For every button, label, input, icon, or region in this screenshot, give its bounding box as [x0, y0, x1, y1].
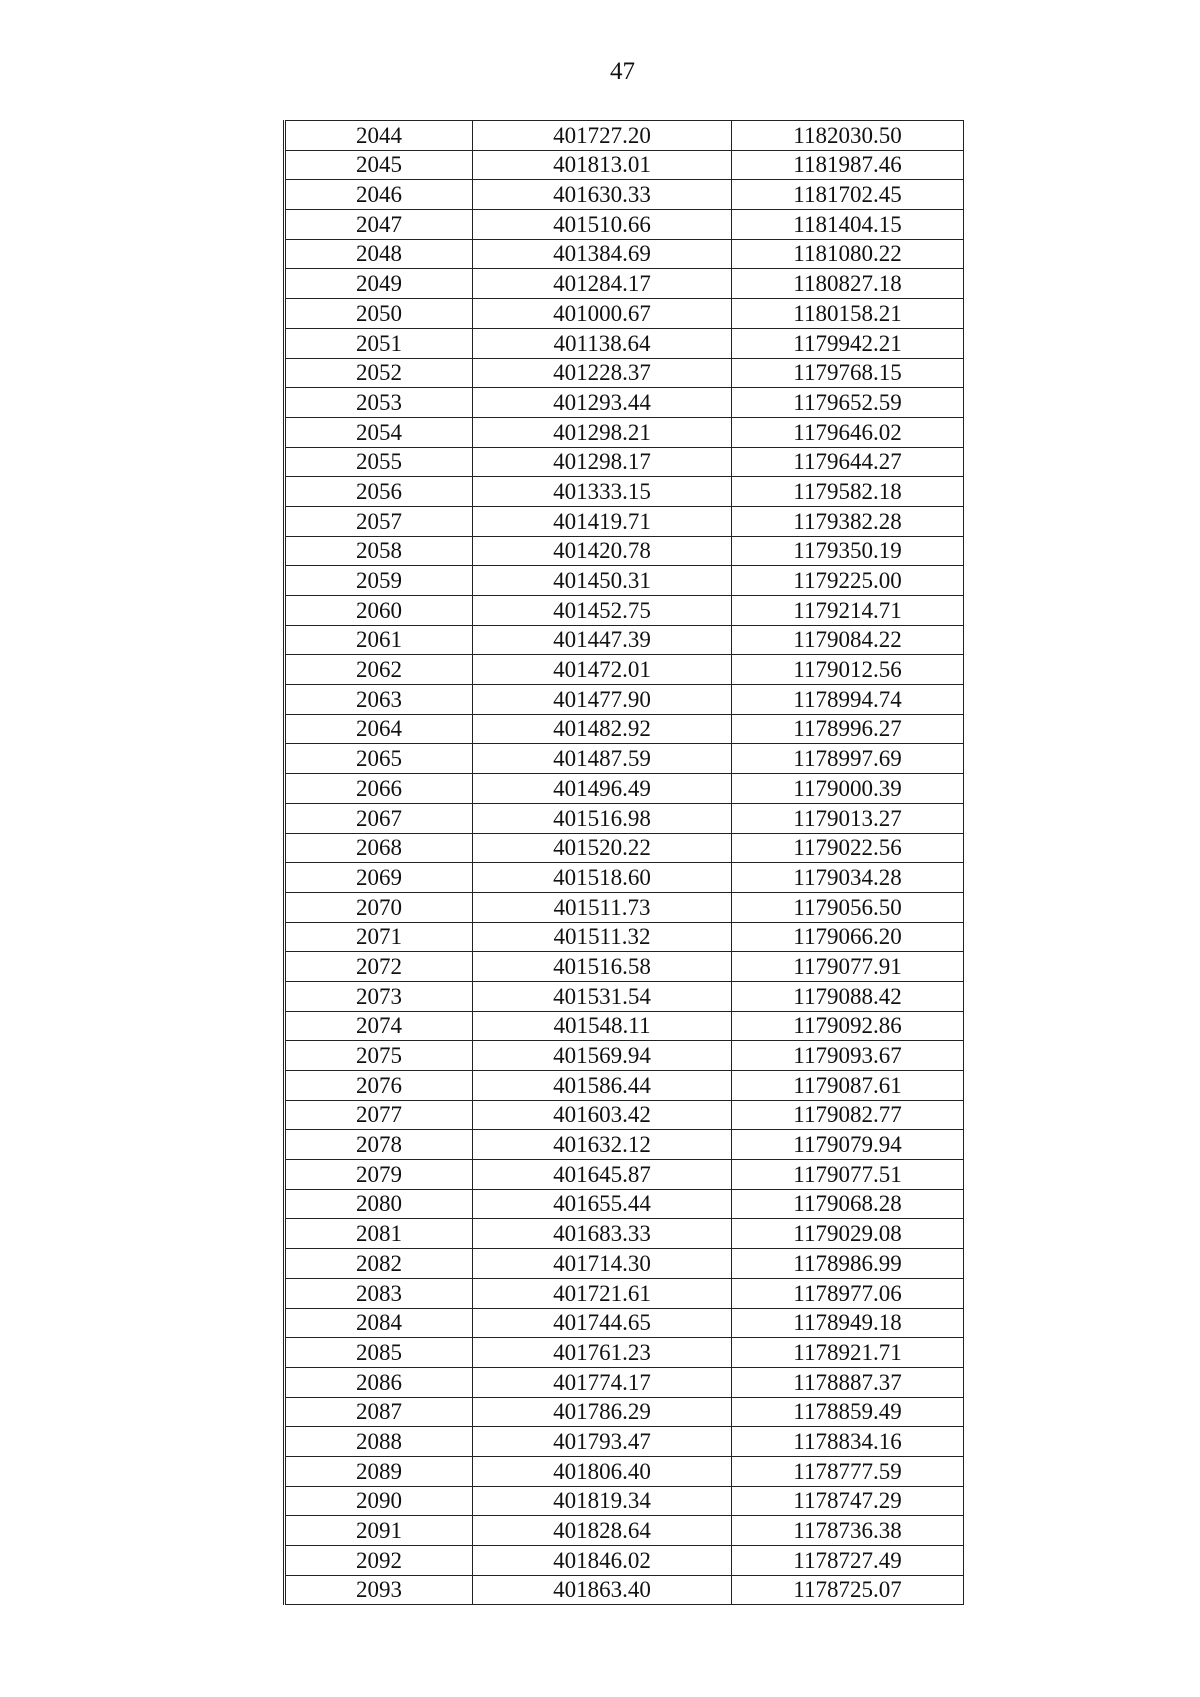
x-coordinate-cell: 401293.44 [473, 388, 732, 418]
x-coordinate-cell: 401477.90 [473, 685, 732, 715]
y-coordinate-cell: 1178977.06 [732, 1278, 964, 1308]
point-number-cell: 2066 [285, 774, 473, 804]
point-number-cell: 2090 [285, 1486, 473, 1516]
table-row [285, 744, 964, 774]
point-number-cell: 2075 [285, 1041, 473, 1071]
point-number-cell: 2069 [285, 863, 473, 893]
point-number-cell: 2054 [285, 417, 473, 447]
table-row [285, 299, 964, 329]
y-coordinate-cell: 1180827.18 [732, 269, 964, 299]
x-coordinate-cell: 401333.15 [473, 477, 732, 507]
table-row [285, 625, 964, 655]
x-coordinate-cell: 401420.78 [473, 536, 732, 566]
y-coordinate-cell: 1178986.99 [732, 1249, 964, 1279]
table-row [285, 1130, 964, 1160]
x-coordinate-cell: 401863.40 [473, 1575, 732, 1605]
y-coordinate-cell: 1179382.28 [732, 506, 964, 536]
x-coordinate-cell: 401518.60 [473, 863, 732, 893]
y-coordinate-cell: 1178747.29 [732, 1486, 964, 1516]
y-coordinate-cell: 1181702.45 [732, 180, 964, 210]
table-row [285, 863, 964, 893]
point-number-cell: 2055 [285, 447, 473, 477]
point-number-cell: 2068 [285, 833, 473, 863]
table-row [285, 952, 964, 982]
table-row [285, 1011, 964, 1041]
x-coordinate-cell: 401516.58 [473, 952, 732, 982]
y-coordinate-cell: 1179214.71 [732, 596, 964, 626]
y-coordinate-cell: 1178994.74 [732, 685, 964, 715]
point-number-cell: 2048 [285, 239, 473, 269]
table-row [285, 1100, 964, 1130]
point-number-cell: 2044 [285, 121, 473, 151]
x-coordinate-cell: 401452.75 [473, 596, 732, 626]
x-coordinate-cell: 401531.54 [473, 981, 732, 1011]
x-coordinate-cell: 401761.23 [473, 1338, 732, 1368]
x-coordinate-cell: 401846.02 [473, 1546, 732, 1576]
point-number-cell: 2080 [285, 1189, 473, 1219]
table-row [285, 239, 964, 269]
table-row [285, 358, 964, 388]
y-coordinate-cell: 1179652.59 [732, 388, 964, 418]
x-coordinate-cell: 401510.66 [473, 210, 732, 240]
x-coordinate-cell: 401786.29 [473, 1397, 732, 1427]
point-number-cell: 2078 [285, 1130, 473, 1160]
x-coordinate-cell: 401569.94 [473, 1041, 732, 1071]
table-row [285, 150, 964, 180]
y-coordinate-cell: 1179942.21 [732, 328, 964, 358]
x-coordinate-cell: 401603.42 [473, 1100, 732, 1130]
x-coordinate-cell: 401482.92 [473, 714, 732, 744]
point-number-cell: 2085 [285, 1338, 473, 1368]
point-number-cell: 2059 [285, 566, 473, 596]
x-coordinate-cell: 401447.39 [473, 625, 732, 655]
x-coordinate-cell: 401298.21 [473, 417, 732, 447]
y-coordinate-cell: 1179646.02 [732, 417, 964, 447]
table-row [285, 1486, 964, 1516]
x-coordinate-cell: 401472.01 [473, 655, 732, 685]
y-coordinate-cell: 1178921.71 [732, 1338, 964, 1368]
y-coordinate-cell: 1179077.91 [732, 952, 964, 982]
y-coordinate-cell: 1178949.18 [732, 1308, 964, 1338]
y-coordinate-cell: 1179768.15 [732, 358, 964, 388]
table-row [285, 596, 964, 626]
x-coordinate-cell: 401819.34 [473, 1486, 732, 1516]
y-coordinate-cell: 1179082.77 [732, 1100, 964, 1130]
table-row [285, 388, 964, 418]
point-number-cell: 2056 [285, 477, 473, 507]
x-coordinate-cell: 401450.31 [473, 566, 732, 596]
x-coordinate-cell: 401384.69 [473, 239, 732, 269]
point-number-cell: 2093 [285, 1575, 473, 1605]
point-number-cell: 2083 [285, 1278, 473, 1308]
y-coordinate-cell: 1179087.61 [732, 1071, 964, 1101]
y-coordinate-cell: 1180158.21 [732, 299, 964, 329]
x-coordinate-cell: 401828.64 [473, 1516, 732, 1546]
point-number-cell: 2070 [285, 892, 473, 922]
x-coordinate-cell: 401138.64 [473, 328, 732, 358]
x-coordinate-cell: 401727.20 [473, 121, 732, 151]
y-coordinate-cell: 1179068.28 [732, 1189, 964, 1219]
point-number-cell: 2074 [285, 1011, 473, 1041]
table-row [285, 1338, 964, 1368]
point-number-cell: 2062 [285, 655, 473, 685]
y-coordinate-cell: 1178834.16 [732, 1427, 964, 1457]
point-number-cell: 2084 [285, 1308, 473, 1338]
point-number-cell: 2061 [285, 625, 473, 655]
point-number-cell: 2047 [285, 210, 473, 240]
table-row [285, 1278, 964, 1308]
point-number-cell: 2073 [285, 981, 473, 1011]
point-number-cell: 2076 [285, 1071, 473, 1101]
point-number-cell: 2064 [285, 714, 473, 744]
table-row [285, 1308, 964, 1338]
y-coordinate-cell: 1179056.50 [732, 892, 964, 922]
point-number-cell: 2081 [285, 1219, 473, 1249]
table-row [285, 1427, 964, 1457]
coordinates-table [283, 120, 964, 1605]
y-coordinate-cell: 1179093.67 [732, 1041, 964, 1071]
y-coordinate-cell: 1179034.28 [732, 863, 964, 893]
y-coordinate-cell: 1179225.00 [732, 566, 964, 596]
x-coordinate-cell: 401419.71 [473, 506, 732, 536]
x-coordinate-cell: 401813.01 [473, 150, 732, 180]
x-coordinate-cell: 401284.17 [473, 269, 732, 299]
x-coordinate-cell: 401632.12 [473, 1130, 732, 1160]
table-row [285, 1071, 964, 1101]
y-coordinate-cell: 1179077.51 [732, 1160, 964, 1190]
table-row [285, 774, 964, 804]
point-number-cell: 2045 [285, 150, 473, 180]
y-coordinate-cell: 1178859.49 [732, 1397, 964, 1427]
table-row [285, 1219, 964, 1249]
y-coordinate-cell: 1178997.69 [732, 744, 964, 774]
x-coordinate-cell: 401516.98 [473, 803, 732, 833]
y-coordinate-cell: 1178887.37 [732, 1367, 964, 1397]
point-number-cell: 2071 [285, 922, 473, 952]
x-coordinate-cell: 401511.73 [473, 892, 732, 922]
y-coordinate-cell: 1179013.27 [732, 803, 964, 833]
point-number-cell: 2082 [285, 1249, 473, 1279]
y-coordinate-cell: 1179084.22 [732, 625, 964, 655]
y-coordinate-cell: 1178777.59 [732, 1456, 964, 1486]
x-coordinate-cell: 401496.49 [473, 774, 732, 804]
x-coordinate-cell: 401793.47 [473, 1427, 732, 1457]
table-row [285, 892, 964, 922]
y-coordinate-cell: 1179092.86 [732, 1011, 964, 1041]
point-number-cell: 2050 [285, 299, 473, 329]
y-coordinate-cell: 1179066.20 [732, 922, 964, 952]
point-number-cell: 2060 [285, 596, 473, 626]
table-row [285, 1456, 964, 1486]
point-number-cell: 2063 [285, 685, 473, 715]
point-number-cell: 2086 [285, 1367, 473, 1397]
y-coordinate-cell: 1179350.19 [732, 536, 964, 566]
x-coordinate-cell: 401000.67 [473, 299, 732, 329]
point-number-cell: 2092 [285, 1546, 473, 1576]
y-coordinate-cell: 1178725.07 [732, 1575, 964, 1605]
x-coordinate-cell: 401548.11 [473, 1011, 732, 1041]
point-number-cell: 2065 [285, 744, 473, 774]
page-number: 47 [610, 58, 635, 85]
table-row [285, 210, 964, 240]
x-coordinate-cell: 401630.33 [473, 180, 732, 210]
point-number-cell: 2079 [285, 1160, 473, 1190]
point-number-cell: 2057 [285, 506, 473, 536]
y-coordinate-cell: 1181080.22 [732, 239, 964, 269]
table-row [285, 655, 964, 685]
y-coordinate-cell: 1179088.42 [732, 981, 964, 1011]
y-coordinate-cell: 1179012.56 [732, 655, 964, 685]
table-row [285, 922, 964, 952]
x-coordinate-cell: 401298.17 [473, 447, 732, 477]
table-row [285, 833, 964, 863]
table-row [285, 981, 964, 1011]
point-number-cell: 2089 [285, 1456, 473, 1486]
table-row [285, 328, 964, 358]
x-coordinate-cell: 401714.30 [473, 1249, 732, 1279]
point-number-cell: 2052 [285, 358, 473, 388]
table-row [285, 714, 964, 744]
table-row [285, 447, 964, 477]
point-number-cell: 2058 [285, 536, 473, 566]
x-coordinate-cell: 401721.61 [473, 1278, 732, 1308]
x-coordinate-cell: 401655.44 [473, 1189, 732, 1219]
x-coordinate-cell: 401511.32 [473, 922, 732, 952]
table-row [285, 269, 964, 299]
table-row [285, 1516, 964, 1546]
table-row [285, 121, 964, 151]
point-number-cell: 2087 [285, 1397, 473, 1427]
y-coordinate-cell: 1178727.49 [732, 1546, 964, 1576]
y-coordinate-cell: 1179029.08 [732, 1219, 964, 1249]
table-row [285, 1249, 964, 1279]
table-row [285, 1160, 964, 1190]
point-number-cell: 2049 [285, 269, 473, 299]
x-coordinate-cell: 401806.40 [473, 1456, 732, 1486]
point-number-cell: 2046 [285, 180, 473, 210]
table-row [285, 1189, 964, 1219]
x-coordinate-cell: 401520.22 [473, 833, 732, 863]
y-coordinate-cell: 1179644.27 [732, 447, 964, 477]
x-coordinate-cell: 401744.65 [473, 1308, 732, 1338]
y-coordinate-cell: 1179022.56 [732, 833, 964, 863]
x-coordinate-cell: 401645.87 [473, 1160, 732, 1190]
y-coordinate-cell: 1181987.46 [732, 150, 964, 180]
point-number-cell: 2091 [285, 1516, 473, 1546]
table-row [285, 417, 964, 447]
x-coordinate-cell: 401774.17 [473, 1367, 732, 1397]
table-row [285, 1575, 964, 1605]
point-number-cell: 2051 [285, 328, 473, 358]
table-row [285, 180, 964, 210]
y-coordinate-cell: 1178996.27 [732, 714, 964, 744]
table-row [285, 477, 964, 507]
y-coordinate-cell: 1179079.94 [732, 1130, 964, 1160]
coordinates-table-body [285, 121, 964, 1605]
table-row [285, 1367, 964, 1397]
x-coordinate-cell: 401487.59 [473, 744, 732, 774]
table-row [285, 566, 964, 596]
point-number-cell: 2077 [285, 1100, 473, 1130]
x-coordinate-cell: 401228.37 [473, 358, 732, 388]
table-row [285, 506, 964, 536]
table-row [285, 1546, 964, 1576]
x-coordinate-cell: 401683.33 [473, 1219, 732, 1249]
y-coordinate-cell: 1181404.15 [732, 210, 964, 240]
table-row [285, 685, 964, 715]
x-coordinate-cell: 401586.44 [473, 1071, 732, 1101]
y-coordinate-cell: 1178736.38 [732, 1516, 964, 1546]
point-number-cell: 2053 [285, 388, 473, 418]
point-number-cell: 2088 [285, 1427, 473, 1457]
y-coordinate-cell: 1179000.39 [732, 774, 964, 804]
table-row [285, 1041, 964, 1071]
table-row [285, 536, 964, 566]
y-coordinate-cell: 1179582.18 [732, 477, 964, 507]
table-row [285, 803, 964, 833]
point-number-cell: 2072 [285, 952, 473, 982]
y-coordinate-cell: 1182030.50 [732, 121, 964, 151]
table-row [285, 1397, 964, 1427]
point-number-cell: 2067 [285, 803, 473, 833]
